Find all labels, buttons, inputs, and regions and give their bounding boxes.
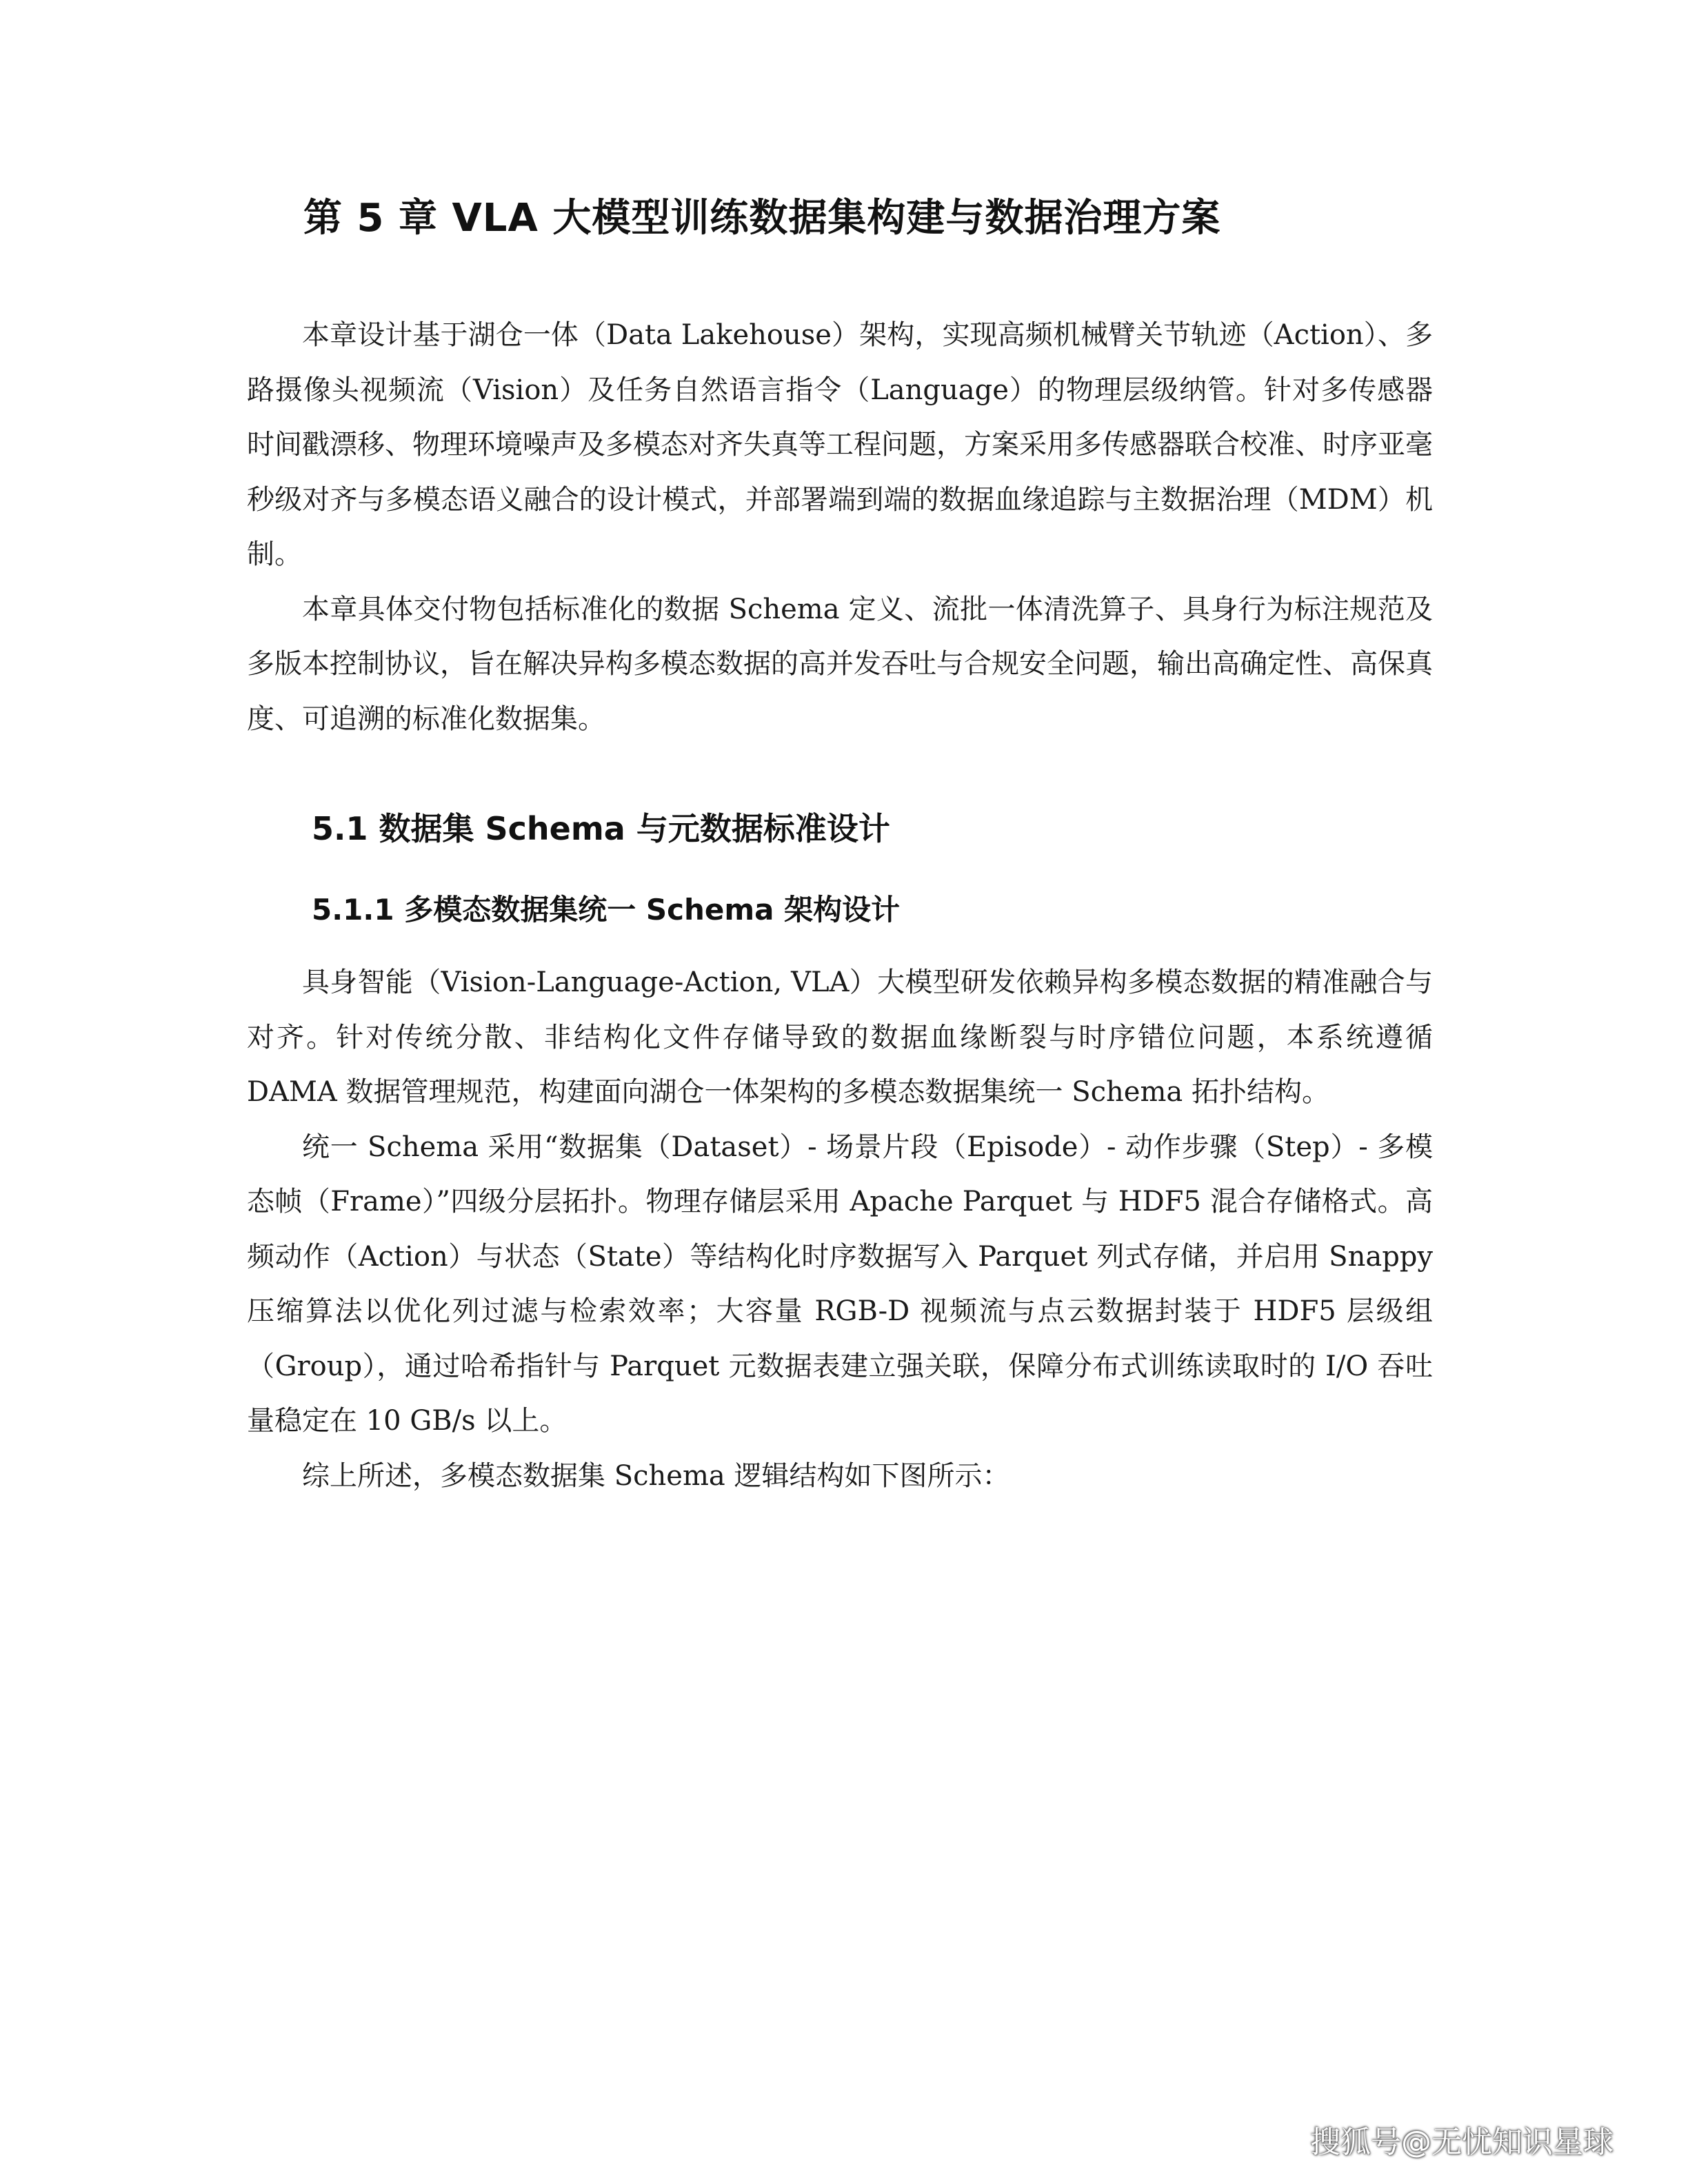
intro-section [247,308,1433,747]
body-paragraph: 统一 Schema 采用“数据集（Dataset）- 场景片段（Episode）- 动作步骤（Step）- 多模态帧（Frame）”四级分层拓扑。物理存储层采用 Apache Parquet 与 HDF5 混合存储格式。高频动作（Action）与状态（State）等结构化时序数据写入 Parquet 列式存储，并启用 Snappy 压缩算法以优化列过滤与检索效率；大容量 RGB-D 视频流与点云数据封装于 HDF5 层级组（Group），通过哈希指针与 Parquet 元数据表建立强关联，保障分布式训练读取时的 I/O 吞吐量稳定在 10 GB/s 以上。 [247,1131,1433,1437]
section-heading-5-1: 5.1 数据集 Schema 与元数据标准设计 [312,810,890,847]
intro-paragraph: 本章设计基于湖仓一体（Data Lakehouse）架构，实现高频机械臂关节轨迹（Action）、多路摄像头视频流（Vision）及任务自然语言指令（Language）的物理层级纳管。针对多传感器时间戳漂移、物理环境噪声及多模态对齐失真等工程问题，方案采用多传感器联合校准、时序亚毫秒级对齐与多模态语义融合的设计模式，并部署端到端的数据血缘追踪与主数据治理（MDM）机制。 [247,319,1433,570]
watermark: 搜狐号@无忧知识星球 [1310,2125,1614,2160]
body-paragraph: 具身智能（Vision-Language-Action, VLA）大模型研发依赖异构多模态数据的精准融合与对齐。针对传统分散、非结构化文件存储导致的数据血缘断裂与时序错位问题，本系统遵循 DAMA 数据管理规范，构建面向湖仓一体架构的多模态数据集统一 Schema 拓扑结构。 [247,967,1433,1108]
chapter-title: 第 5 章 VLA 大模型训练数据集构建与数据治理方案 [303,196,1221,241]
intro-paragraph: 本章具体交付物包括标准化的数据 Schema 定义、流批一体清洗算子、具身行为标注规范及多版本控制协议，旨在解决异构多模态数据的高并发吞吐与合规安全问题，输出高确定性、高保真度、可追溯的标准化数据集。 [247,593,1433,735]
body-paragraph: 综上所述，多模态数据集 Schema 逻辑结构如下图所示： [302,1459,1010,1492]
section-5-1-1-body [247,956,1433,1504]
section-heading-5-1-1: 5.1.1 多模态数据集统一 Schema 架构设计 [312,893,901,927]
